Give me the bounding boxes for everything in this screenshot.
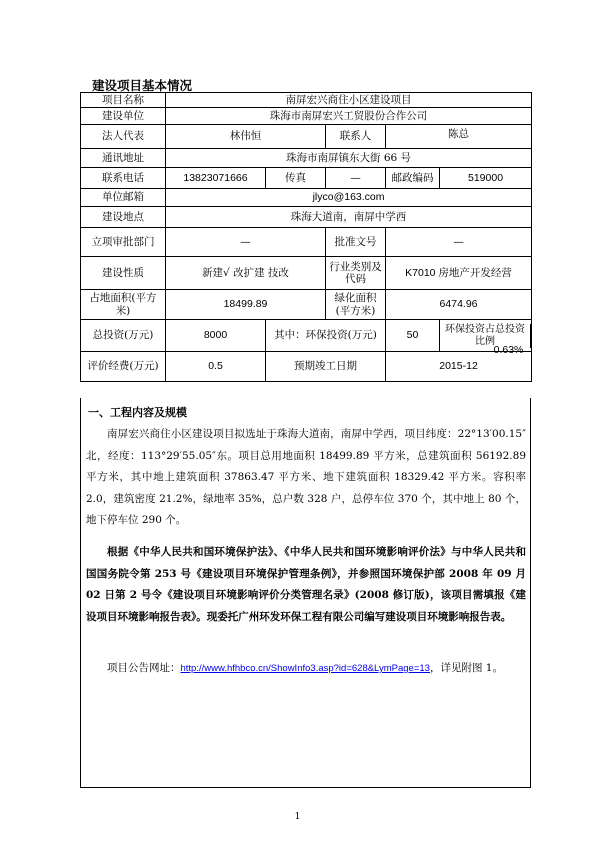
land-area-value: 18499.89 bbox=[166, 290, 326, 320]
announcement-prefix: 项目公告网址： bbox=[107, 662, 181, 674]
approval-dept-value: — bbox=[166, 228, 326, 257]
approval-no-value: — bbox=[386, 228, 532, 257]
eval-fee-value: 0.5 bbox=[166, 352, 266, 382]
address-label: 通讯地址 bbox=[81, 149, 166, 168]
address-value: 珠海市南屏镇东大街 66 号 bbox=[166, 149, 532, 168]
land-area-label: 占地面积(平方米) bbox=[81, 290, 166, 320]
page-number: 1 bbox=[294, 812, 301, 822]
postcode-value: 519000 bbox=[440, 168, 532, 189]
env-ratio-label: 环保投资占总投资比例 bbox=[440, 324, 531, 348]
paragraph-location: 南屏宏兴商住小区建设项目拟选址于珠海大道南，南屏中学西，项目纬度：22°13′00.15″北，经度：113°29′55.05″东。项目总用地面积 18499.89 平方米，总建筑面积 56192.89 平方米，其中地上建筑面积 37863.47 平方米、地下建筑面积 18329.42 平方米。容积率 2.0，建筑密度 21.2%，绿地率 35%，总户数 328 户，总停车位 370 个，其中地上 80 个，地下停车位 290 个。 bbox=[86, 428, 526, 526]
project-name-label: 项目名称 bbox=[81, 93, 166, 108]
phone-label: 联系电话 bbox=[81, 168, 166, 189]
location-label: 建设地点 bbox=[81, 207, 166, 228]
nature-value: 新建√ 改扩建 技改 bbox=[166, 257, 326, 290]
project-name: 南屏宏兴商住小区建设项目 bbox=[166, 93, 532, 108]
fax-label: 传真 bbox=[266, 168, 326, 189]
env-ratio-value: 0.63% bbox=[493, 344, 524, 356]
project-info-table bbox=[80, 92, 532, 382]
env-invest-label: 其中：环保投资(万元) bbox=[266, 320, 386, 352]
paragraph-legal-basis: 根据《中华人民共和国环境保护法》、《中华人民共和国环境影响评价法》与中华人民共和国国务院令第 253 号《建设项目环境保护管理条例》，并参照国环境保护部 2008 年 09 月 02 日第 2 号令《建设项目环境影响评价分类管理名录》(2008 修订版)，该项目需填报《建设项目环境影响报告表》。现委托广州环发环保工程有限公司编写建设项目环境影响报告表。 bbox=[86, 546, 526, 623]
total-invest-value: 8000 bbox=[166, 320, 266, 352]
approval-dept-label: 立项审批部门 bbox=[81, 228, 166, 257]
unit-label: 建设单位 bbox=[81, 108, 166, 125]
unit-value: 珠海市南屏宏兴工贸股份合作公司 bbox=[166, 108, 532, 125]
contact-value: 陈总 bbox=[386, 125, 532, 149]
completion-label: 预期竣工日期 bbox=[266, 352, 386, 382]
legal-rep-value: 林伟恒 bbox=[166, 125, 326, 149]
email-value: jlyco@163.com bbox=[166, 189, 532, 207]
phone-value: 13823071666 bbox=[166, 168, 266, 189]
industry-value: K7010 房地产开发经营 bbox=[386, 257, 532, 290]
paragraph-announcement bbox=[86, 658, 526, 680]
contact-label: 联系人 bbox=[326, 125, 386, 149]
nature-label: 建设性质 bbox=[81, 257, 166, 290]
env-invest-value: 50 bbox=[386, 320, 440, 352]
page-title: 建设项目基本情况 bbox=[92, 78, 193, 93]
announcement-link[interactable]: http://www.hfhbco.cn/ShowInfo3.asp?id=628&LymPage=13 bbox=[180, 663, 430, 674]
announcement-suffix: ，详见附图 1。 bbox=[429, 662, 503, 674]
green-area-label: 绿化面积(平方米) bbox=[326, 290, 386, 320]
section-title: 一、工程内容及规模 bbox=[88, 406, 187, 419]
postcode-label: 邮政编码 bbox=[386, 168, 440, 189]
total-invest-label: 总投资(万元) bbox=[81, 320, 166, 352]
green-area-value: 6474.96 bbox=[386, 290, 532, 320]
email-label: 单位邮箱 bbox=[81, 189, 166, 207]
legal-rep-label: 法人代表 bbox=[81, 125, 166, 149]
industry-label: 行业类别及代码 bbox=[326, 257, 386, 290]
location-value: 珠海大道南，南屏中学西 bbox=[166, 207, 532, 228]
eval-fee-label: 评价经费(万元) bbox=[81, 352, 166, 382]
approval-no-label: 批准文号 bbox=[326, 228, 386, 257]
fax-value: — bbox=[326, 168, 386, 189]
completion-value: 2015-12 bbox=[386, 352, 532, 382]
